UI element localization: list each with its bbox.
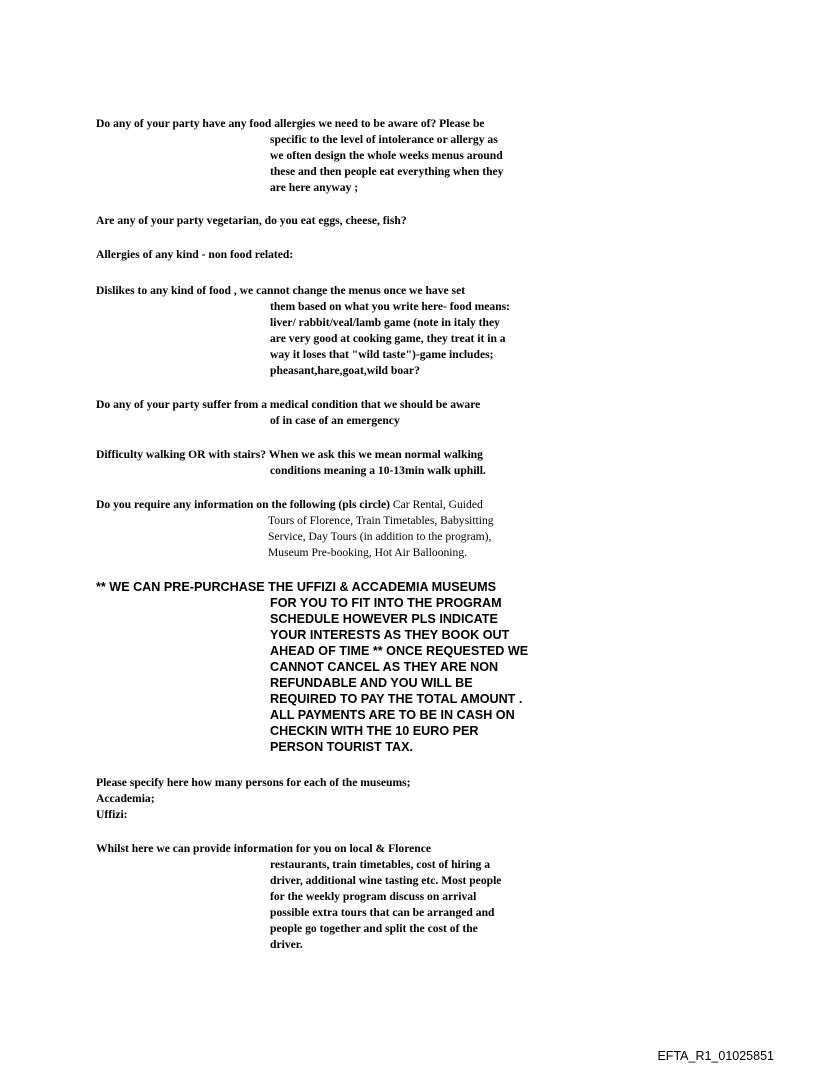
museum-prepurchase-notice: [96, 579, 566, 755]
question-text: are very good at cooking game, they treat it in a: [270, 332, 506, 345]
question-non-food-allergies: [96, 247, 556, 263]
document-id: EFTA_R1_01025851: [657, 1049, 774, 1063]
question-text: way it loses that "wild taste")-game includes;: [270, 348, 494, 361]
question-text: Please specify here how many persons for each of the museums;: [96, 776, 411, 789]
question-text: Do you require any information on the following (pls circle): [96, 498, 391, 511]
notice-text: REFUNDABLE AND YOU WILL BE: [270, 676, 473, 690]
question-text: conditions meaning a 10-13min walk uphill.: [270, 464, 486, 477]
note-text: driver.: [270, 938, 303, 951]
note-text: driver, additional wine tasting etc. Most people: [270, 874, 502, 887]
question-text: them based on what you write here- food means:: [270, 300, 511, 313]
question-text: these and then people eat everything when they: [270, 165, 504, 178]
note-text: possible extra tours that can be arranged and: [270, 906, 495, 919]
information-options: Museum Pre-booking, Hot Air Ballooning.: [268, 546, 468, 559]
question-vegetarian: [96, 213, 556, 229]
information-options: Tours of Florence, Train Timetables, Babysitting: [268, 514, 494, 527]
question-text: Dislikes to any kind of food , we cannot change the menus once we have set: [96, 284, 466, 297]
note-text: for the weekly program discuss on arrival: [270, 890, 477, 903]
question-medical-condition: [96, 397, 556, 429]
note-text: restaurants, train timetables, cost of hiring a: [270, 858, 491, 871]
question-text: of in case of an emergency: [270, 414, 400, 427]
notice-text: ALL PAYMENTS ARE TO BE IN CASH ON: [270, 708, 515, 722]
notice-text: AHEAD OF TIME ** ONCE REQUESTED WE: [270, 644, 529, 658]
note-text: people go together and split the cost of the: [270, 922, 478, 935]
notice-text: ** WE CAN PRE-PURCHASE THE UFFIZI & ACCADEMIA MUSEUMS: [96, 580, 496, 594]
question-text: Do any of your party suffer from a medical condition that we should be aware: [96, 398, 481, 411]
question-text: we often design the whole weeks menus around: [270, 149, 503, 162]
question-food-allergies: [96, 116, 556, 196]
question-walking: [96, 447, 556, 479]
question-text: Allergies of any kind - non food related:: [96, 248, 294, 261]
notice-text: FOR YOU TO FIT INTO THE PROGRAM: [270, 596, 502, 610]
question-text: Difficulty walking OR with stairs? When we ask this we mean normal walking: [96, 448, 483, 461]
information-options: Service, Day Tours (in addition to the program),: [268, 530, 492, 543]
notice-text: YOUR INTERESTS AS THEY BOOK OUT: [270, 628, 510, 642]
question-text: Do any of your party have any food allergies we need to be aware of? Please be: [96, 117, 485, 130]
museum-accademia-label: Accademia;: [96, 792, 155, 805]
local-information-note: [96, 841, 556, 953]
note-text: Whilst here we can provide information for you on local & Florence: [96, 842, 432, 855]
question-text: Are any of your party vegetarian, do you eat eggs, cheese, fish?: [96, 214, 407, 227]
notice-text: PERSON TOURIST TAX.: [270, 740, 413, 754]
question-text: specific to the level of intolerance or allergy as: [270, 133, 498, 146]
question-text: pheasant,hare,goat,wild boar?: [270, 364, 420, 377]
notice-text: REQUIRED TO PAY THE TOTAL AMOUNT .: [270, 692, 523, 706]
question-text: liver/ rabbit/veal/lamb game (note in italy they: [270, 316, 500, 329]
question-food-dislikes: [96, 283, 556, 379]
question-text: are here anyway ;: [270, 181, 359, 194]
question-information-request: [96, 497, 556, 561]
notice-text: CANNOT CANCEL AS THEY ARE NON: [270, 660, 499, 674]
notice-text: SCHEDULE HOWEVER PLS INDICATE: [270, 612, 498, 626]
notice-text: CHECKIN WITH THE 10 EURO PER: [270, 724, 479, 738]
museum-uffizi-label: Uffizi:: [96, 808, 128, 821]
question-museum-persons: [96, 775, 556, 823]
information-options: Car Rental, Guided: [390, 498, 483, 511]
